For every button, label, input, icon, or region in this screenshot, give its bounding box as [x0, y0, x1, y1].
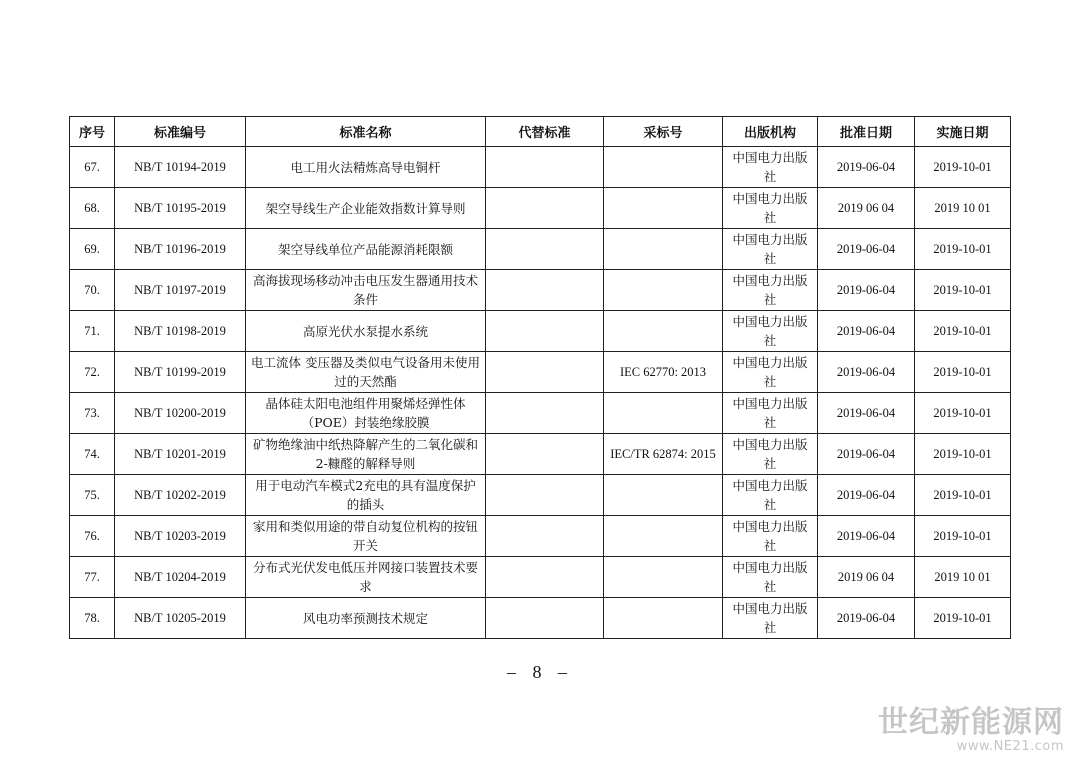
row-approved: 2019-06-04	[818, 434, 915, 475]
row-adopted	[604, 393, 723, 434]
row-effective: 2019-10-01	[915, 598, 1011, 639]
row-seq: 69.	[70, 229, 115, 270]
row-replaced	[486, 352, 604, 393]
row-seq: 74.	[70, 434, 115, 475]
row-seq: 73.	[70, 393, 115, 434]
table-row	[70, 270, 1011, 311]
row-publisher: 中国电力出版社	[723, 229, 818, 270]
row-approved: 2019 06 04	[818, 557, 915, 598]
row-seq: 76.	[70, 516, 115, 557]
row-approved: 2019-06-04	[818, 352, 915, 393]
header-adopted: 采标号	[604, 117, 723, 147]
row-publisher: 中国电力出版社	[723, 393, 818, 434]
row-approved: 2019 06 04	[818, 188, 915, 229]
row-std-code: NB/T 10200-2019	[115, 393, 246, 434]
table-row	[70, 147, 1011, 188]
standards-table	[69, 116, 1011, 639]
row-seq: 77.	[70, 557, 115, 598]
row-replaced	[486, 598, 604, 639]
row-std-code: NB/T 10195-2019	[115, 188, 246, 229]
row-publisher: 中国电力出版社	[723, 352, 818, 393]
table-row	[70, 516, 1011, 557]
header-std-code: 标准编号	[115, 117, 246, 147]
header-effective: 实施日期	[915, 117, 1011, 147]
row-std-name: 架空导线单位产品能源消耗限额	[246, 229, 486, 270]
row-effective: 2019-10-01	[915, 393, 1011, 434]
row-std-code: NB/T 10196-2019	[115, 229, 246, 270]
row-std-name: 分布式光伏发电低压并网接口装置技术要求	[246, 557, 486, 598]
row-seq: 78.	[70, 598, 115, 639]
row-replaced	[486, 557, 604, 598]
row-replaced	[486, 516, 604, 557]
row-approved: 2019-06-04	[818, 270, 915, 311]
row-effective: 2019-10-01	[915, 147, 1011, 188]
row-approved: 2019-06-04	[818, 393, 915, 434]
row-effective: 2019 10 01	[915, 557, 1011, 598]
row-approved: 2019-06-04	[818, 598, 915, 639]
row-publisher: 中国电力出版社	[723, 557, 818, 598]
table-header-row	[70, 117, 1011, 147]
row-std-code: NB/T 10204-2019	[115, 557, 246, 598]
header-std-name: 标准名称	[246, 117, 486, 147]
row-adopted: IEC/TR 62874: 2015	[604, 434, 723, 475]
row-approved: 2019-06-04	[818, 229, 915, 270]
table-row	[70, 475, 1011, 516]
watermark	[878, 706, 1064, 754]
row-std-name: 矿物绝缘油中纸热降解产生的二氧化碳和2-糠醛的解释导则	[246, 434, 486, 475]
page-number: – 8 –	[507, 662, 573, 682]
row-std-name: 电工流体 变压器及类似电气设备用未使用过的天然酯	[246, 352, 486, 393]
row-std-code: NB/T 10197-2019	[115, 270, 246, 311]
row-publisher: 中国电力出版社	[723, 598, 818, 639]
row-seq: 72.	[70, 352, 115, 393]
row-effective: 2019-10-01	[915, 475, 1011, 516]
row-std-name: 晶体硅太阳电池组件用聚烯烃弹性体（POE）封装绝缘胶膜	[246, 393, 486, 434]
table-row	[70, 598, 1011, 639]
row-replaced	[486, 147, 604, 188]
row-replaced	[486, 311, 604, 352]
header-seq: 序号	[70, 117, 115, 147]
row-approved: 2019-06-04	[818, 147, 915, 188]
row-publisher: 中国电力出版社	[723, 188, 818, 229]
row-publisher: 中国电力出版社	[723, 475, 818, 516]
row-seq: 67.	[70, 147, 115, 188]
row-std-name: 用于电动汽车模式2充电的具有温度保护的插头	[246, 475, 486, 516]
row-adopted	[604, 475, 723, 516]
row-approved: 2019-06-04	[818, 311, 915, 352]
row-publisher: 中国电力出版社	[723, 147, 818, 188]
row-replaced	[486, 188, 604, 229]
row-adopted	[604, 229, 723, 270]
row-effective: 2019-10-01	[915, 516, 1011, 557]
row-std-code: NB/T 10205-2019	[115, 598, 246, 639]
row-adopted	[604, 598, 723, 639]
row-adopted	[604, 557, 723, 598]
row-publisher: 中国电力出版社	[723, 311, 818, 352]
row-replaced	[486, 229, 604, 270]
row-adopted	[604, 516, 723, 557]
row-std-code: NB/T 10203-2019	[115, 516, 246, 557]
row-std-code: NB/T 10198-2019	[115, 311, 246, 352]
row-adopted	[604, 147, 723, 188]
row-seq: 71.	[70, 311, 115, 352]
row-replaced	[486, 393, 604, 434]
watermark-url: www.NE21.com	[956, 739, 1064, 754]
row-std-code: NB/T 10194-2019	[115, 147, 246, 188]
row-std-name: 风电功率预测技术规定	[246, 598, 486, 639]
row-approved: 2019-06-04	[818, 516, 915, 557]
table-row	[70, 352, 1011, 393]
row-effective: 2019-10-01	[915, 311, 1011, 352]
row-std-code: NB/T 10201-2019	[115, 434, 246, 475]
row-publisher: 中国电力出版社	[723, 434, 818, 475]
row-seq: 70.	[70, 270, 115, 311]
row-replaced	[486, 475, 604, 516]
watermark-name: 世纪新能源网	[878, 705, 1064, 740]
row-adopted	[604, 188, 723, 229]
header-replaced: 代替标准	[486, 117, 604, 147]
row-approved: 2019-06-04	[818, 475, 915, 516]
row-effective: 2019-10-01	[915, 352, 1011, 393]
row-std-name: 电工用火法精炼高导电铜杆	[246, 147, 486, 188]
table-row	[70, 434, 1011, 475]
table-row	[70, 557, 1011, 598]
row-effective: 2019-10-01	[915, 434, 1011, 475]
header-publisher: 出版机构	[723, 117, 818, 147]
header-approved: 批准日期	[818, 117, 915, 147]
row-replaced	[486, 270, 604, 311]
row-publisher: 中国电力出版社	[723, 270, 818, 311]
table-row	[70, 393, 1011, 434]
row-effective: 2019-10-01	[915, 229, 1011, 270]
row-adopted	[604, 270, 723, 311]
table-row	[70, 229, 1011, 270]
row-std-code: NB/T 10202-2019	[115, 475, 246, 516]
row-adopted: IEC 62770: 2013	[604, 352, 723, 393]
row-effective: 2019 10 01	[915, 188, 1011, 229]
table-row	[70, 311, 1011, 352]
row-std-name: 高原光伏水泵提水系统	[246, 311, 486, 352]
row-std-name: 家用和类似用途的带自动复位机构的按钮开关	[246, 516, 486, 557]
row-effective: 2019-10-01	[915, 270, 1011, 311]
row-seq: 68.	[70, 188, 115, 229]
row-replaced	[486, 434, 604, 475]
table-row	[70, 188, 1011, 229]
row-seq: 75.	[70, 475, 115, 516]
row-std-name: 高海拔现场移动冲击电压发生器通用技术条件	[246, 270, 486, 311]
row-adopted	[604, 311, 723, 352]
row-std-name: 架空导线生产企业能效指数计算导则	[246, 188, 486, 229]
row-std-code: NB/T 10199-2019	[115, 352, 246, 393]
row-publisher: 中国电力出版社	[723, 516, 818, 557]
